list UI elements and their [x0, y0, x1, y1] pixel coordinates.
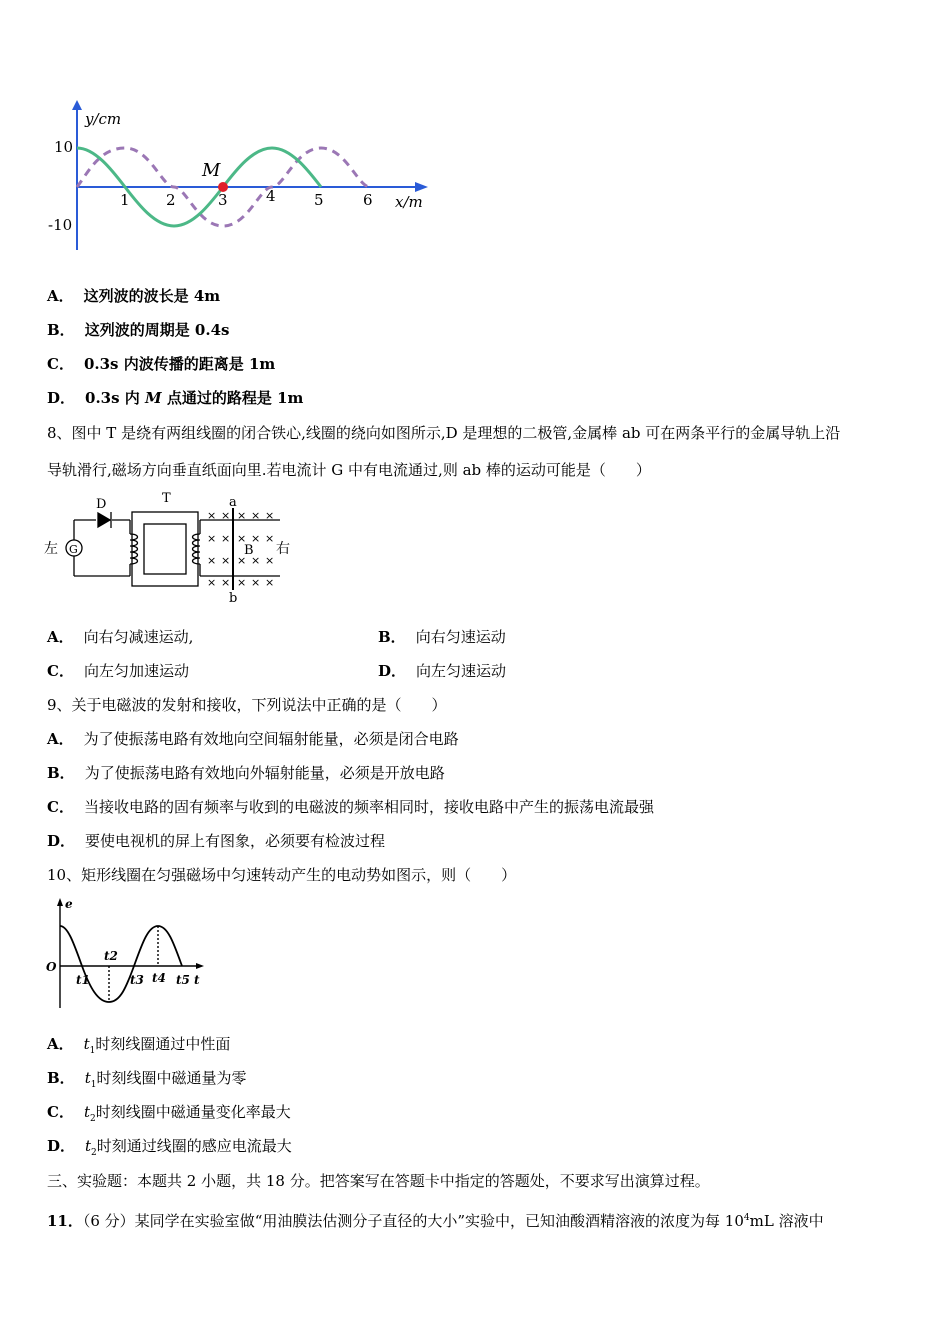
x-tick-6: 6 — [363, 191, 373, 209]
option-text: 向左匀加速运动 — [83, 662, 189, 680]
q10-option-a — [47, 1034, 230, 1061]
option-letter: C． — [47, 355, 74, 373]
option-letter: B． — [47, 321, 75, 339]
section-3-heading: 三、实验题：本题共 2 小题，共 18 分。把答案写在答题卡中指定的答题处，不要求写出演算过程。 — [47, 1172, 710, 1190]
point-m-label: M — [202, 160, 221, 181]
cross: × — [265, 532, 275, 545]
t5-label: t5 — [176, 973, 190, 987]
label-field-b: B — [244, 543, 254, 558]
cross: × — [207, 509, 217, 522]
option-letter: D． — [378, 662, 407, 680]
x-tick-4: 4 — [266, 187, 276, 205]
t-symbol: t — [85, 1137, 92, 1155]
q9-stem: 9、关于电磁波的发射和接收，下列说法中正确的是（ ） — [47, 696, 447, 714]
y-axis-label: y/cm — [85, 110, 122, 128]
label-right: 右 — [276, 541, 290, 557]
cross: × — [207, 532, 217, 545]
option-text: 向左匀速运动 — [416, 662, 507, 680]
option-letter: B． — [47, 1069, 75, 1087]
q9-option-b — [47, 763, 445, 783]
q10-option-d — [47, 1136, 292, 1163]
t-label: t — [194, 973, 200, 987]
option-text-m: M — [145, 389, 162, 407]
option-text: 时刻线圈中磁通量为零 — [96, 1069, 247, 1087]
q9-option-a — [47, 729, 459, 749]
q11-text-post: mL 溶液中 — [749, 1212, 824, 1230]
option-text: 时刻线圈中磁通量变化率最大 — [95, 1103, 291, 1121]
x-axis-arrow — [415, 182, 428, 192]
q9-option-d — [47, 831, 385, 851]
q8-options-row2 — [47, 661, 907, 681]
q8-options-row1 — [47, 627, 907, 647]
cross: × — [207, 576, 217, 589]
t-subscript: 1 — [90, 1080, 97, 1090]
q10-stem: 10、矩形线圈在匀强磁场中匀速转动产生的电动势如图示，则（ ） — [47, 866, 517, 884]
t3-label: t3 — [130, 973, 144, 987]
option-letter: C． — [47, 1103, 74, 1121]
cross: × — [221, 554, 231, 567]
y-tick-10: 10 — [54, 138, 74, 156]
option-letter: A． — [47, 287, 74, 305]
q7-option-c — [47, 354, 275, 374]
label-d: D — [96, 497, 107, 512]
x-axis-label: x/m — [395, 193, 423, 211]
label-g: G — [69, 543, 78, 556]
option-letter: D． — [47, 1137, 76, 1155]
option-text: 向右匀减速运动, — [83, 628, 194, 646]
option-text: 时刻通过线圈的感应电流最大 — [96, 1137, 292, 1155]
t-subscript: 2 — [89, 1114, 96, 1124]
q11-text-pre: （6 分）某同学在实验室做“用油膜法估测分子直径的大小”实验中，已知油酸酒精溶液的浓度为每 10 — [82, 1212, 744, 1230]
t-subscript: 1 — [89, 1046, 96, 1056]
q11-superscript: 4 — [743, 1213, 750, 1223]
circuit-figure — [44, 491, 304, 606]
q8-option-d — [378, 661, 506, 681]
option-letter: C． — [47, 798, 74, 816]
option-text-post: 点通过的路程是 1m — [161, 389, 304, 407]
origin-label: O — [46, 960, 57, 974]
cross: × — [265, 576, 275, 589]
cross: × — [251, 532, 261, 545]
t-subscript: 2 — [91, 1148, 97, 1158]
option-text: 要使电视机的屏上有图象，必须要有检波过程 — [85, 832, 386, 850]
option-text: 当接收电路的固有频率与收到的电磁波的频率相同时，接收电路中产生的振荡电流最强 — [83, 798, 654, 816]
x-tick-1: 1 — [120, 191, 130, 209]
cross: × — [207, 554, 217, 567]
option-text: 时刻线圈通过中性面 — [95, 1035, 231, 1053]
cross: × — [221, 576, 231, 589]
t-symbol: t — [83, 1103, 90, 1121]
t2-label: t2 — [104, 949, 118, 963]
option-letter: A． — [47, 1035, 74, 1053]
q10-option-c — [47, 1102, 291, 1129]
emf-curve — [60, 926, 182, 1002]
option-text: 向右匀速运动 — [415, 628, 506, 646]
label-b-end: b — [229, 591, 238, 606]
x-tick-3: 3 — [218, 191, 228, 209]
t4-label: t4 — [152, 971, 166, 985]
q11-stem — [47, 1208, 824, 1231]
emf-graph — [40, 896, 220, 1014]
cross: × — [221, 532, 231, 545]
y-axis-arrow — [72, 100, 82, 110]
cross: × — [237, 509, 247, 522]
option-letter: C． — [47, 662, 74, 680]
q10-option-b — [47, 1068, 246, 1095]
option-letter: D． — [47, 832, 76, 850]
q7-option-d — [47, 388, 303, 408]
t-symbol: t — [83, 1035, 90, 1053]
option-letter: D． — [47, 389, 76, 407]
option-text: 这列波的周期是 0.4s — [84, 321, 230, 339]
cross: × — [221, 509, 231, 522]
q11-number: 11． — [47, 1212, 83, 1230]
q7-option-b — [47, 320, 229, 340]
q9-option-c — [47, 797, 654, 817]
t-symbol: t — [84, 1069, 91, 1087]
cross: × — [237, 532, 247, 545]
label-t: T — [162, 491, 171, 506]
cross: × — [265, 509, 275, 522]
x-tick-2: 2 — [166, 191, 176, 209]
cross: × — [251, 554, 261, 567]
q7-option-a — [47, 286, 220, 306]
option-text-pre: 0.3s 内 — [85, 389, 146, 407]
option-letter: A． — [47, 628, 74, 646]
option-letter: B． — [47, 764, 75, 782]
cross: × — [237, 554, 247, 567]
option-text: 0.3s 内波传播的距离是 1m — [83, 355, 276, 373]
e-axis-arrow — [57, 898, 63, 906]
y-tick-neg10: -10 — [48, 216, 73, 234]
label-left: 左 — [44, 541, 58, 557]
t1-label: t1 — [76, 973, 90, 987]
e-label: e — [65, 897, 73, 911]
q8-option-b — [378, 627, 506, 647]
option-text: 为了使振荡电路有效地向空间辐射能量，必须是闭合电路 — [83, 730, 459, 748]
option-text: 为了使振荡电路有效地向外辐射能量，必须是开放电路 — [84, 764, 445, 782]
cross: × — [237, 576, 247, 589]
q8-stem-line1: 8、图中 T 是绕有两组线圈的闭合铁心,线圈的绕向如图所示,D 是理想的二极管,金属棒 ab 可在两条平行的金属导轨上沿 — [47, 424, 841, 442]
t-axis-arrow — [196, 963, 204, 969]
cross: × — [265, 554, 275, 567]
wave-graph — [40, 100, 440, 260]
q8-stem-line2: 导轨滑行,磁场方向垂直纸面向里.若电流计 G 中有电流通过,则 ab 棒的运动可能是（ ） — [47, 461, 651, 479]
label-a: a — [229, 495, 237, 510]
x-tick-5: 5 — [314, 191, 324, 209]
cross: × — [251, 576, 261, 589]
option-text: 这列波的波长是 4m — [83, 287, 221, 305]
cross: × — [251, 509, 261, 522]
option-letter: B． — [378, 628, 406, 646]
option-letter: A． — [47, 730, 74, 748]
